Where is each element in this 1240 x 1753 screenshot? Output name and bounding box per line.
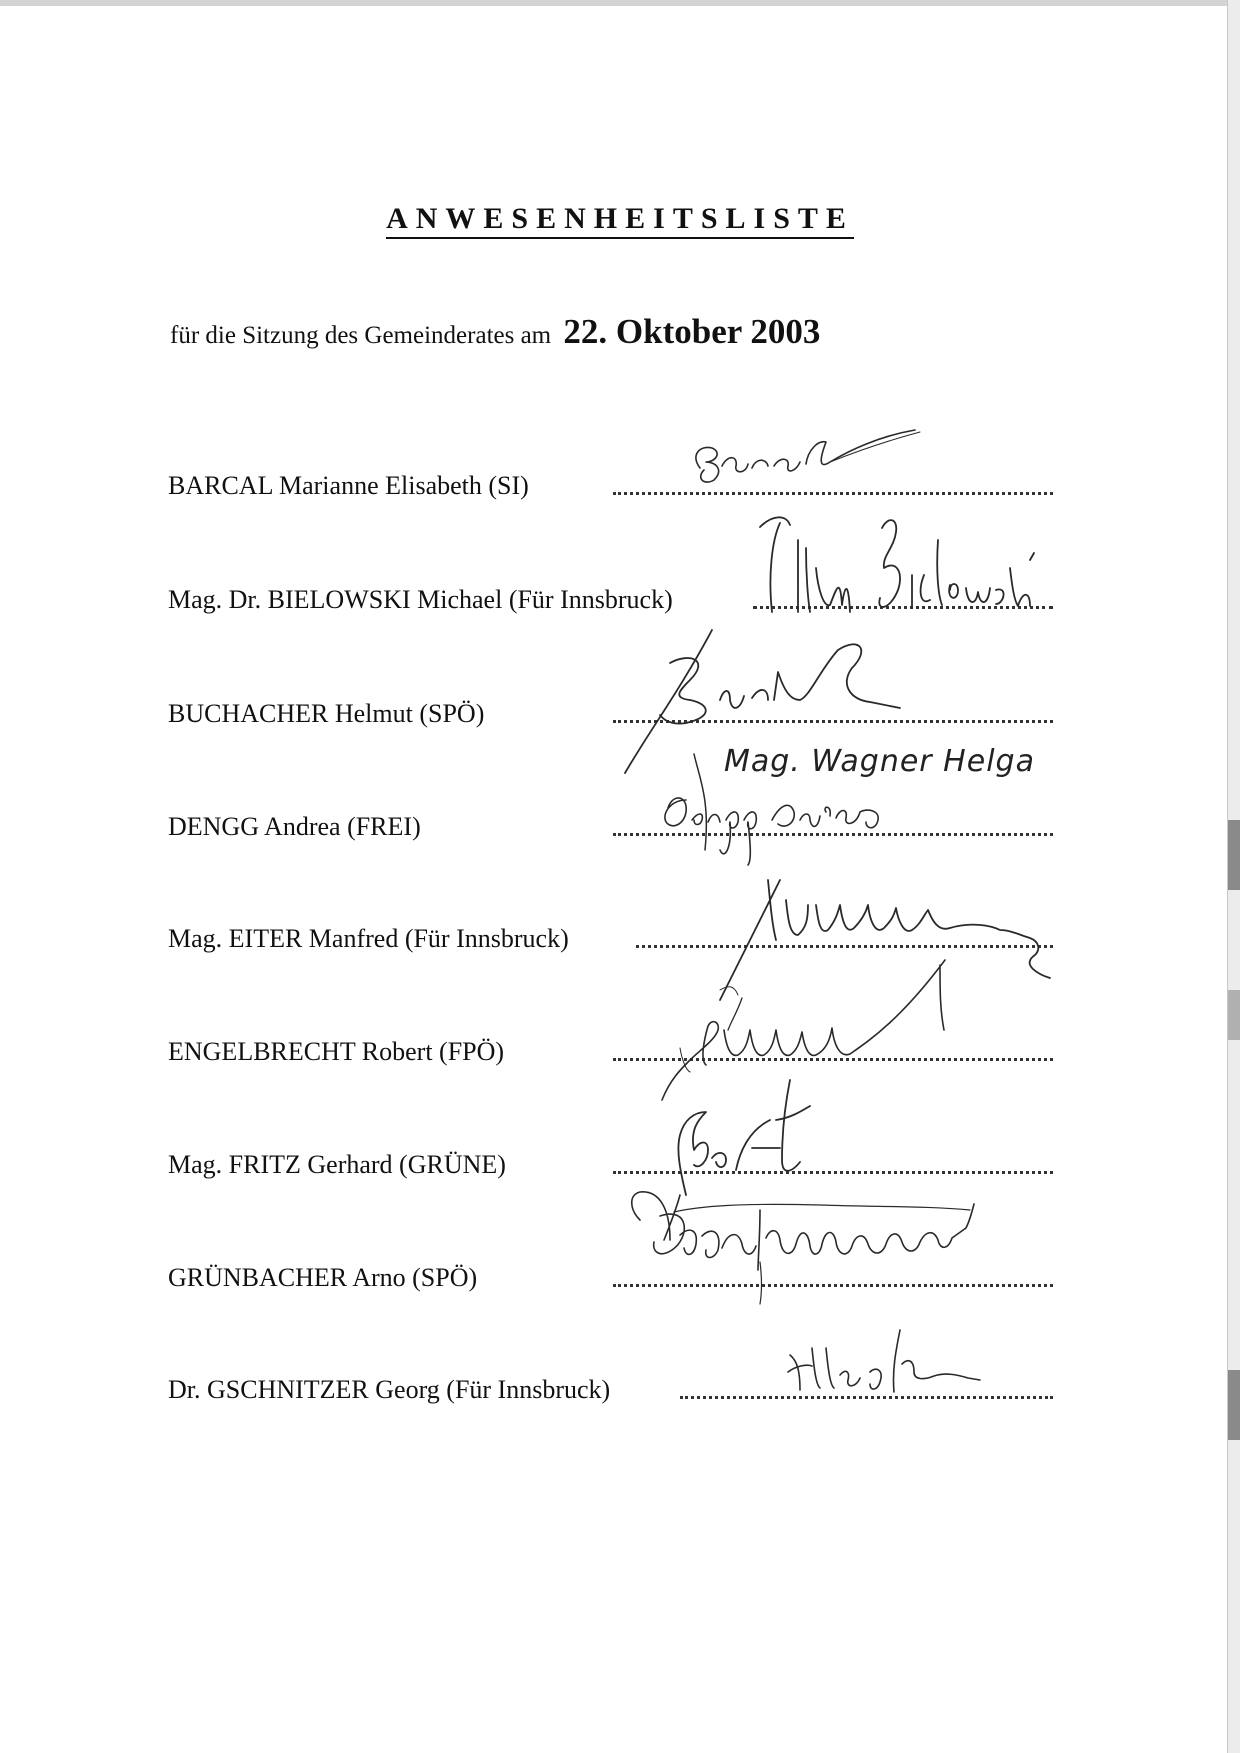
subtitle-text: für die Sitzung des Gemeinderates am	[170, 322, 552, 349]
document-title: ANWESENHEITSLISTE	[0, 202, 1240, 236]
attendee-row	[168, 1124, 1053, 1184]
session-subtitle	[170, 312, 820, 352]
attendee-name: Mag. EITER Manfred (Für Innsbruck)	[168, 924, 569, 953]
attendee-row	[168, 445, 1053, 505]
signature-line	[613, 1058, 1053, 1061]
attendee-name: Mag. FRITZ Gerhard (GRÜNE)	[168, 1150, 506, 1179]
attendee-name: GRÜNBACHER Arno (SPÖ)	[168, 1263, 478, 1292]
attendee-name: Dr. GSCHNITZER Georg (Für Innsbruck)	[168, 1375, 611, 1404]
signature-line	[613, 833, 1053, 836]
attendee-row	[168, 786, 1053, 846]
attendee-row	[168, 559, 1053, 619]
attendee-row	[168, 673, 1053, 733]
attendee-name: DENGG Andrea (FREI)	[168, 812, 421, 841]
scan-edge-right	[1227, 0, 1240, 1753]
attendee-row	[168, 898, 1053, 958]
signature-line	[680, 1396, 1053, 1399]
attendee-row	[168, 1011, 1053, 1071]
scan-edge-top	[0, 0, 1240, 6]
attendee-row	[168, 1237, 1053, 1297]
signature-line	[613, 720, 1053, 723]
session-date: 22. Oktober 2003	[563, 312, 821, 351]
attendee-name: Mag. Dr. BIELOWSKI Michael (Für Innsbruck)	[168, 585, 673, 614]
handwritten-note: Mag. Wagner Helga	[724, 744, 1035, 779]
attendee-name: BUCHACHER Helmut (SPÖ)	[168, 699, 485, 728]
signature-line	[636, 945, 1053, 948]
signature-line	[613, 1171, 1053, 1174]
attendee-name: ENGELBRECHT Robert (FPÖ)	[168, 1037, 505, 1066]
signature-line	[613, 1284, 1053, 1287]
signature-line	[613, 492, 1053, 495]
signature-line	[753, 606, 1053, 609]
attendee-row	[168, 1349, 1053, 1409]
attendee-name: BARCAL Marianne Elisabeth (SI)	[168, 471, 529, 500]
